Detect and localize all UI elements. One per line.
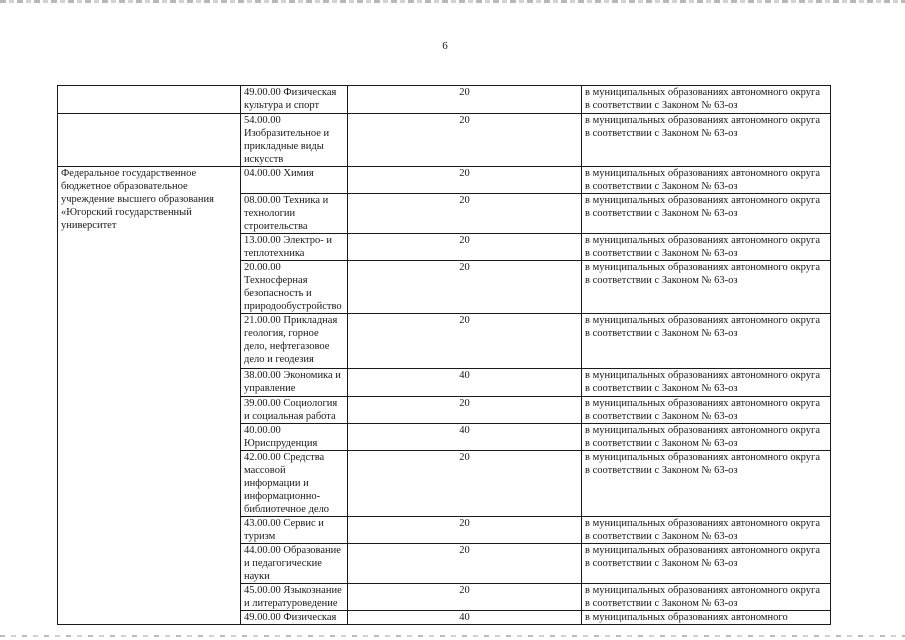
specialty-cell: 42.00.00 Средства массовой информации и информационно-библиотечное дело: [241, 451, 348, 517]
specialty-cell: 20.00.00 Техносферная безопасность и природообустройство: [241, 261, 348, 314]
amount-cell: 40: [348, 424, 582, 451]
specialty-cell: 49.00.00 Физическая: [241, 611, 348, 625]
amount-cell: 20: [348, 114, 582, 167]
note-cell: в муниципальных образованиях автономного округа в соответствии с Законом № 63-оз: [582, 451, 831, 517]
table-row: [58, 167, 831, 194]
note-cell: в муниципальных образованиях автономного округа в соответствии с Законом № 63-оз: [582, 544, 831, 584]
org-cell-empty: [58, 86, 241, 114]
amount-cell: 20: [348, 167, 582, 194]
note-cell: в муниципальных образованиях автономного округа в соответствии с Законом № 63-оз: [582, 261, 831, 314]
organization-cell: Федеральное государственное бюджетное образовательное учреждение высшего образования «Югорский государственный университет: [58, 167, 241, 625]
amount-cell: 20: [348, 86, 582, 114]
specialty-cell: 40.00.00 Юриспруденция: [241, 424, 348, 451]
scan-edge-top: [0, 0, 905, 3]
note-cell: в муниципальных образованиях автономного округа в соответствии с Законом № 63-оз: [582, 86, 831, 114]
specialty-cell: 44.00.00 Образование и педагогические науки: [241, 544, 348, 584]
note-cell: в муниципальных образованиях автономного округа в соответствии с Законом № 63-оз: [582, 369, 831, 397]
specialty-cell: 39.00.00 Социология и социальная работа: [241, 397, 348, 424]
scan-edge-bottom: [0, 635, 905, 637]
note-cell: в муниципальных образованиях автономного округа в соответствии с Законом № 63-оз: [582, 194, 831, 234]
allocation-table: [57, 85, 831, 625]
specialty-cell: 38.00.00 Экономика и управление: [241, 369, 348, 397]
amount-cell: 20: [348, 544, 582, 584]
specialty-cell: 49.00.00 Физическая культура и спорт: [241, 86, 348, 114]
amount-cell: 20: [348, 451, 582, 517]
note-cell: в муниципальных образованиях автономного округа в соответствии с Законом № 63-оз: [582, 424, 831, 451]
amount-cell: 20: [348, 397, 582, 424]
table-row: [58, 114, 831, 167]
specialty-cell: 04.00.00 Химия: [241, 167, 348, 194]
amount-cell: 40: [348, 611, 582, 625]
amount-cell: 20: [348, 194, 582, 234]
note-cell: в муниципальных образованиях автономного округа в соответствии с Законом № 63-оз: [582, 397, 831, 424]
note-cell: в муниципальных образованиях автономного округа в соответствии с Законом № 63-оз: [582, 584, 831, 611]
note-cell: в муниципальных образованиях автономного: [582, 611, 831, 625]
specialty-cell: 13.00.00 Электро- и теплотехника: [241, 234, 348, 261]
specialty-cell: 08.00.00 Техника и технологии строительства: [241, 194, 348, 234]
amount-cell: 20: [348, 584, 582, 611]
amount-cell: 20: [348, 314, 582, 369]
specialty-cell: 54.00.00 Изобразительное и прикладные виды искусств: [241, 114, 348, 167]
specialty-cell: 43.00.00 Сервис и туризм: [241, 517, 348, 544]
amount-cell: 20: [348, 261, 582, 314]
amount-cell: 20: [348, 234, 582, 261]
page-number: 6: [442, 40, 448, 52]
amount-cell: 20: [348, 517, 582, 544]
specialty-cell: 21.00.00 Прикладная геология, горное дело, нефтегазовое дело и геодезия: [241, 314, 348, 369]
table-row: [58, 86, 831, 114]
table-body: [58, 86, 831, 625]
note-cell: в муниципальных образованиях автономного округа в соответствии с Законом № 63-оз: [582, 517, 831, 544]
amount-cell: 40: [348, 369, 582, 397]
org-cell-empty: [58, 114, 241, 167]
note-cell: в муниципальных образованиях автономного округа в соответствии с Законом № 63-оз: [582, 314, 831, 369]
note-cell: в муниципальных образованиях автономного округа в соответствии с Законом № 63-оз: [582, 114, 831, 167]
note-cell: в муниципальных образованиях автономного округа в соответствии с Законом № 63-оз: [582, 167, 831, 194]
note-cell: в муниципальных образованиях автономного округа в соответствии с Законом № 63-оз: [582, 234, 831, 261]
specialty-cell: 45.00.00 Языкознание и литературоведение: [241, 584, 348, 611]
